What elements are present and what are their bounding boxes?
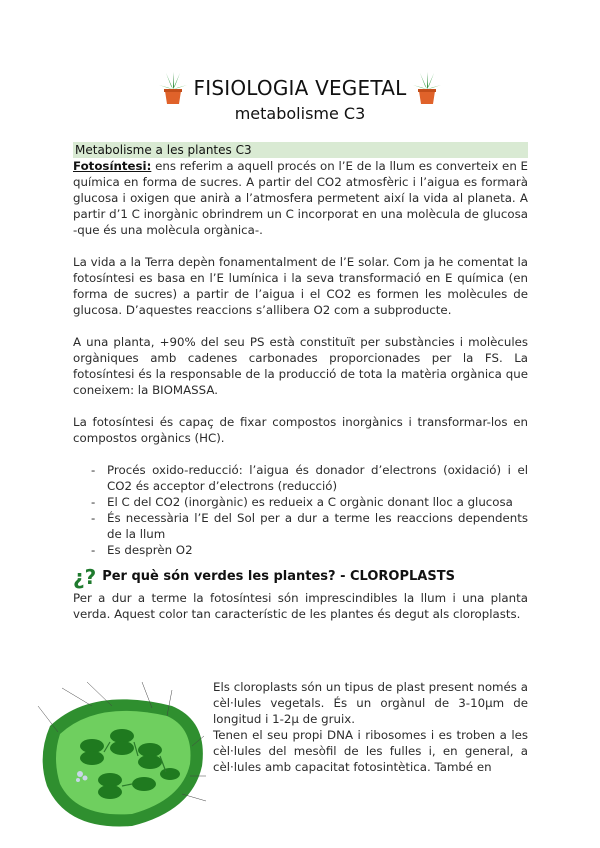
title-row	[0, 70, 600, 106]
potted-plant-icon	[412, 71, 442, 105]
paragraph-biomass: A una planta, +90% del seu PS està constituït per substàncies i molècules orgàniques amb cadenes carbonades proporcionades per la FS. La fotosíntesi és la responsable de la producció de tota la matèria orgànica que coneixem: la BIOMASSA.	[73, 335, 528, 397]
section-heading: Metabolisme a les plantes C3	[73, 142, 528, 158]
chloroplast-illustration	[32, 676, 212, 836]
list-item: - Procés oxido-reducció: l’aigua és donador d’electrons (oxidació) i el CO2 és acceptor d’electrons (reducció)	[91, 462, 528, 494]
question-marks-icon: ¿?	[73, 565, 97, 589]
main-content	[73, 142, 528, 622]
list-item: - El C del CO2 (inorgànic) es redueix a C orgànic donant lloc a glucosa	[91, 494, 528, 510]
paragraph-chloroplast-location: Tenen el seu propi DNA i ribosomes i es troben a les cèl·lules del mesòfil de les fulles i, en general, a cèl·lules amb capacitat fotosintètica. També en	[213, 728, 528, 774]
paragraph-chloroplast-size: Els cloroplasts són un tipus de plast present només a cèl·lules vegetals. És un orgànul de 3-10μm de longitud i 1-2μ de gruix.	[213, 680, 528, 726]
lead-term: Fotosíntesi:	[73, 159, 152, 173]
paragraph-green-color: Per a dur a terme la fotosíntesi són imprescindibles la llum i una planta verda. Aquest color tan característic de les plantes és degut als cloroplasts.	[73, 591, 528, 621]
bullet-list	[73, 462, 528, 558]
paragraph-solar-energy: La vida a la Terra depèn fonamentalment de l’E solar. Com ja he comentat la fotosíntesi es basa en l’E lumínica i la seva transformació en E química (en forma de sucres) a partir de l’aigua i el CO2 es formen les molècules de glucosa. D’aquestes reaccions s’allibera O2 com a subproducte.	[73, 255, 528, 317]
paragraph-text: ens referim a aquell procés on l’E de la llum es converteix en E química en forma de sucres. A partir del CO2 atmosfèric i l’aigua es formarà glucosa i oxigen que anirà a l’atmosfera permetent així la vida al planeta. A partir d’1 C inorgànic obrindrem un C incorporat en una molècula de glucosa -que és una molècula orgànica-.	[73, 159, 528, 237]
list-item: - És necessària l’E del Sol per a dur a terme les reaccions dependents de la llum	[91, 510, 528, 542]
chloroplast-description	[213, 679, 528, 775]
potted-plant-icon	[158, 71, 188, 105]
paragraph-photosynthesis-definition	[73, 158, 528, 238]
chloroplast-diagram	[32, 676, 212, 836]
document-subtitle: metabolisme C3	[234, 104, 366, 123]
chloroplast-heading-row	[73, 564, 528, 590]
document-title: FISIOLOGIA VEGETAL	[193, 76, 407, 100]
paragraph-fixation: La fotosíntesi és capaç de fixar compostos inorgànics i transformar-los en compostos orgànics (HC).	[73, 415, 528, 445]
chloroplast-heading: Per què són verdes les plantes? - CLOROPLASTS	[102, 569, 455, 584]
list-item: - Es desprèn O2	[91, 542, 528, 558]
